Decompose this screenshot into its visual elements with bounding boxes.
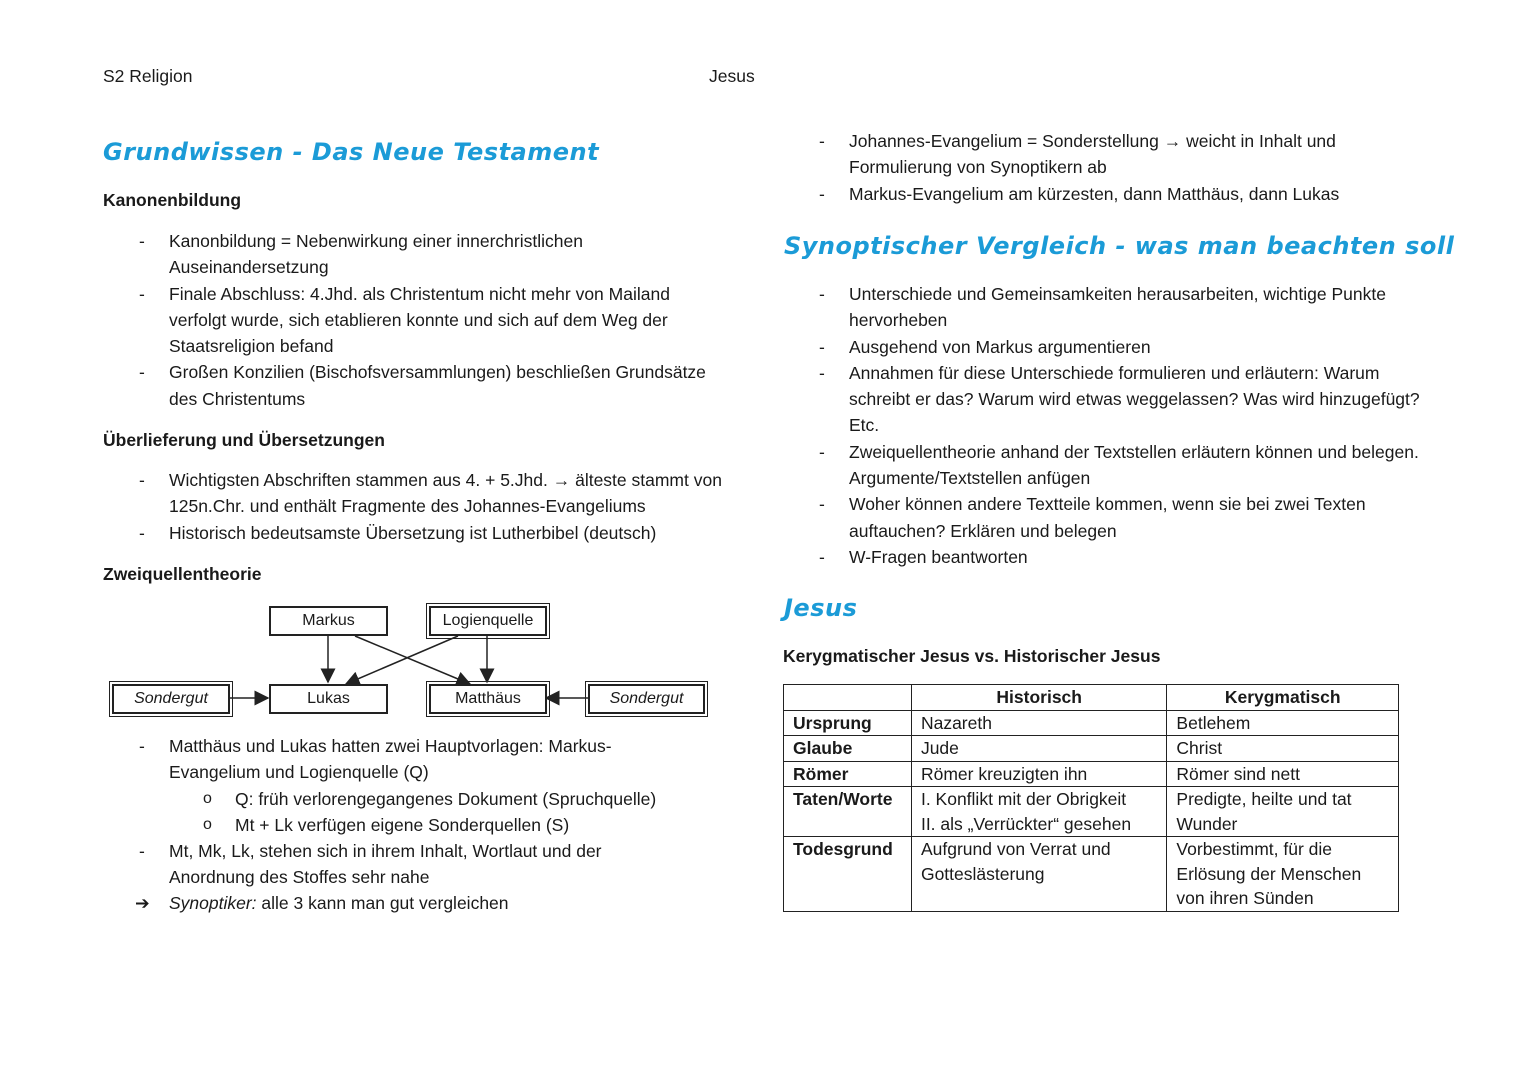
row-label: Todesgrund — [784, 837, 912, 912]
row-label: Glaube — [784, 736, 912, 762]
zwei-heading: Zweiquellentheorie — [103, 564, 262, 584]
synoptiker-text: alle 3 kann man gut vergleichen — [256, 893, 509, 913]
table-row — [784, 837, 1399, 912]
list-item: - Finale Abschluss: 4.Jhd. als Christentum nicht mehr von Mailand verfolgt wurde, sich etablieren konnte und sich auf dem Weg der Staatsreligion befand — [103, 281, 723, 360]
header-subject: S2 Religion — [103, 66, 193, 86]
list-item: - Ausgehend von Markus argumentieren — [783, 334, 1423, 360]
list-item: - Kanonbildung = Nebenwirkung einer innerchristlichen Auseinandersetzung — [103, 228, 723, 281]
list-item: - W-Fragen beantworten — [783, 544, 1423, 570]
table-row — [784, 761, 1399, 787]
table-header-cell: Historisch — [911, 685, 1166, 711]
cell-kerygmatisch: Christ — [1167, 736, 1399, 762]
cell-historisch: Römer kreuzigten ihn — [911, 761, 1166, 787]
table-header-cell — [784, 685, 912, 711]
list-item: - Woher können andere Textteile kommen, wenn sie bei zwei Texten auftauchen? Erklären und belegen — [783, 491, 1423, 544]
list-subitem: o Q: früh verlorengegangenes Dokument (Spruchquelle) — [103, 786, 723, 812]
kanon-list — [103, 228, 723, 412]
table-row — [784, 736, 1399, 762]
table-header-cell: Kerygmatisch — [1167, 685, 1399, 711]
cell-kerygmatisch: Vorbestimmt, für die Erlösung der Menschen von ihren Sünden — [1167, 837, 1399, 912]
cell-kerygmatisch: Betlehem — [1167, 710, 1399, 736]
box-lukas: Lukas — [269, 684, 388, 714]
cell-historisch: Nazareth — [911, 710, 1166, 736]
left-title: Grundwissen - Das Neue Testament — [103, 138, 600, 166]
ueber-list — [103, 467, 743, 546]
cell-historisch: Aufgrund von Verrat und Gotteslästerung — [911, 837, 1166, 912]
table-header-row — [784, 685, 1399, 711]
zwei-list-2 — [103, 838, 683, 891]
cell-kerygmatisch: Römer sind nett — [1167, 761, 1399, 787]
ueber-heading: Überlieferung und Übersetzungen — [103, 430, 385, 450]
synoptic-title: Synoptischer Vergleich - was man beachten soll — [784, 232, 1455, 260]
header-topic: Jesus — [709, 66, 755, 86]
row-label: Ursprung — [784, 710, 912, 736]
cell-historisch: Jude — [911, 736, 1166, 762]
right-top-list — [783, 128, 1423, 207]
kanon-heading: Kanonenbildung — [103, 190, 242, 210]
arrow-icon: ➔ — [135, 893, 150, 913]
list-item: - Mt, Mk, Lk, stehen sich in ihrem Inhalt, Wortlaut und der Anordnung des Stoffes sehr nahe — [103, 838, 683, 891]
list-item: - Großen Konzilien (Bischofsversammlungen) beschließen Grundsätze des Christentums — [103, 359, 723, 412]
list-item: - Wichtigsten Abschriften stammen aus 4. + 5.Jhd. → älteste stammt von 125n.Chr. und enthält Fragmente des Johannes-Evangeliums — [103, 467, 743, 520]
row-label: Römer — [784, 761, 912, 787]
synoptic-list — [783, 281, 1423, 570]
jesus-title: Jesus — [784, 594, 858, 622]
list-item: - Annahmen für diese Unterschiede formulieren und erläutern: Warum schreibt er das? Warum wird etwas weggelassen? Was wird hinzugefügt? Etc. — [783, 360, 1423, 439]
synoptiker-label: Synoptiker: — [169, 893, 257, 913]
list-item: - Unterschiede und Gemeinsamkeiten herausarbeiten, wichtige Punkte hervorheben — [783, 281, 1423, 334]
row-label: Taten/Worte — [784, 787, 912, 837]
list-item: - Markus-Evangelium am kürzesten, dann Matthäus, dann Lukas — [783, 181, 1423, 207]
synoptiker-conclusion — [103, 890, 769, 916]
zwei-sublist — [103, 786, 723, 839]
table-row — [784, 787, 1399, 837]
zwei-list — [103, 733, 683, 786]
box-sondergut-right: Sondergut — [588, 684, 705, 714]
box-logienquelle: Logienquelle — [429, 606, 547, 636]
jesus-table-heading: Kerygmatischer Jesus vs. Historischer Jesus — [783, 646, 1161, 666]
cell-historisch: I. Konflikt mit der Obrigkeit II. als „Verrückter“ gesehen — [911, 787, 1166, 837]
list-item: - Zweiquellentheorie anhand der Textstellen erläutern können und belegen. Argumente/Textstellen anfügen — [783, 439, 1423, 492]
list-item: - Johannes-Evangelium = Sonderstellung → weicht in Inhalt und Formulierung von Synoptikern ab — [783, 128, 1423, 181]
list-subitem: o Mt + Lk verfügen eigene Sonderquellen (S) — [103, 812, 723, 838]
arrow-logien-lukas — [346, 636, 458, 684]
arrow-markus-matthaeus — [355, 636, 470, 684]
jesus-table — [783, 684, 1399, 912]
box-markus: Markus — [269, 606, 388, 636]
cell-kerygmatisch: Predigte, heilte und tat Wunder — [1167, 787, 1399, 837]
box-matthaeus: Matthäus — [429, 684, 547, 714]
box-sondergut-left: Sondergut — [112, 684, 230, 714]
table-row — [784, 710, 1399, 736]
list-item: - Matthäus und Lukas hatten zwei Hauptvorlagen: Markus-Evangelium und Logienquelle (Q) — [103, 733, 683, 786]
list-item: - Historisch bedeutsamste Übersetzung ist Lutherbibel (deutsch) — [103, 520, 743, 546]
